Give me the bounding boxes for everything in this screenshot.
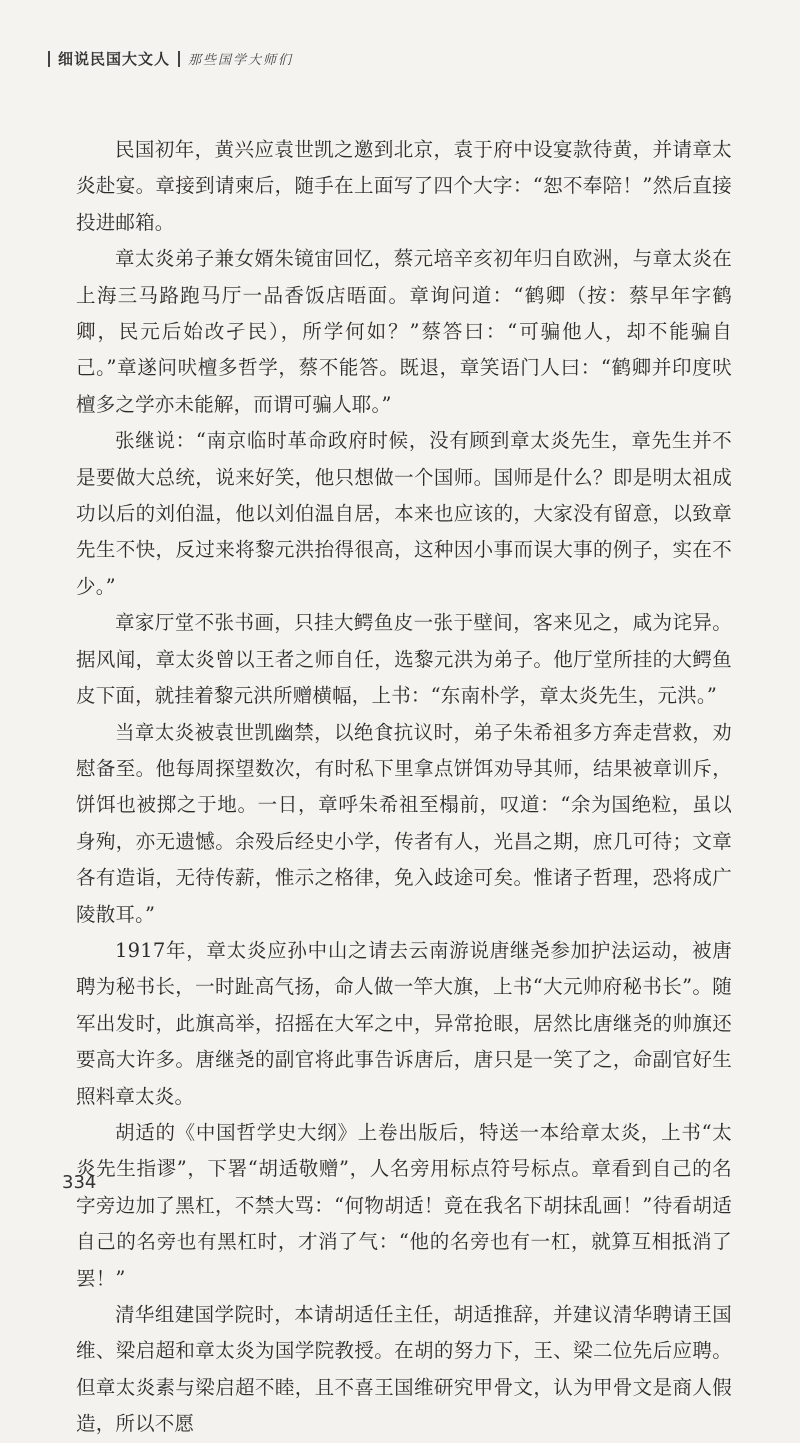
- header-divider-left: [48, 51, 50, 67]
- running-header: [40, 48, 293, 69]
- paragraph: 张继说：“南京临时革命政府时候，没有顾到章太炎先生，章先生并不是要做大总统，说来好笑，他只想做一个国师。国师是什么？即是明太祖成功以后的刘伯温，他以刘伯温自居，本来也应该的，大家没有留意，以致章先生不快，反过来将黎元洪抬得很高，这种因小事而误大事的例子，实在不少。”: [76, 429, 732, 598]
- paragraph: 胡适的《中国哲学史大纲》上卷出版后，特送一本给章太炎，上书“太炎先生指谬”，下署“胡适敬赠”，人名旁用标点符号标点。章看到自己的名字旁边加了黑杠，不禁大骂：“何物胡适！竟在我名下胡抹乱画！”待看胡适自己的名旁也有黑杠时，才消了气：“他的名旁也有一杠，就算互相抵消了罢！”: [76, 1120, 732, 1290]
- paragraph: 1917年，章太炎应孙中山之请去云南游说唐继尧参加护法运动，被唐聘为秘书长，一时趾高气扬，命人做一竿大旗，上书“大元帅府秘书长”。随军出发时，此旗高举，招摇在大军之中，异常抢眼，居然比唐继尧的帅旗还要高大许多。唐继尧的副官将此事告诉唐后，唐只是一笑了之，命副官好生照料章太炎。: [76, 938, 732, 1108]
- book-title: 细说民国大文人: [58, 50, 171, 68]
- paragraph: 当章太炎被袁世凯幽禁，以绝食抗议时，弟子朱希祖多方奔走营救，劝慰备至。他每周探望数次，有时私下里拿点饼饵劝导其师，结果被章训斥，饼饵也被掷之于地。一日，章呼朱希祖至榻前，叹道：“余为国绝粒，虽以身殉，亦无遗憾。余殁后经史小学，传者有人，光昌之期，庶几可待；文章各有造诣，无待传薪，惟示之格律，免入歧途可矣。惟诸子哲理，恐将成广陵散耳。”: [76, 720, 732, 926]
- paragraph: 民国初年，黄兴应袁世凯之邀到北京，袁于府中设宴款待黄，并请章太炎赴宴。章接到请柬后，随手在上面写了四个大字：“恕不奉陪！”然后直接投进邮箱。: [76, 138, 732, 234]
- chapter-title: 那些国学大师们: [188, 53, 294, 68]
- header-divider: [178, 51, 180, 67]
- paragraph: 章家厅堂不张书画，只挂大鳄鱼皮一张于壁间，客来见之，咸为诧异。据风闻，章太炎曾以王者之师自任，选黎元洪为弟子。他厅堂所挂的大鳄鱼皮下面，就挂着黎元洪所赠横幅，上书：“东南朴学，章太炎先生，元洪。”: [76, 611, 732, 708]
- paragraph: 清华组建国学院时，本请胡适任主任，胡适推辞，并建议清华聘请王国维、梁启超和章太炎为国学院教授。在胡的努力下，王、梁二位先后应聘。但章太炎素与梁启超不睦，且不喜王国维研究甲骨文，认为甲骨文是商人假造，所以不愿: [76, 1303, 732, 1436]
- body-text: [76, 132, 732, 1443]
- page-number: 334: [62, 1172, 97, 1193]
- paragraph: 章太炎弟子兼女婿朱镜宙回忆，蔡元培辛亥初年归自欧洲，与章太炎在上海三马路跑马厅一品香饭店晤面。章询问道：“鹤卿（按：蔡早年字鹤卿，民元后始改孑民），所学何如？”蔡答曰：“可骗他人，却不能骗自己。”章遂问吠檀多哲学，蔡不能答。既退，章笑语门人曰：“鹤卿并印度吠檀多之学亦未能解，而谓可骗人耶。”: [76, 247, 732, 416]
